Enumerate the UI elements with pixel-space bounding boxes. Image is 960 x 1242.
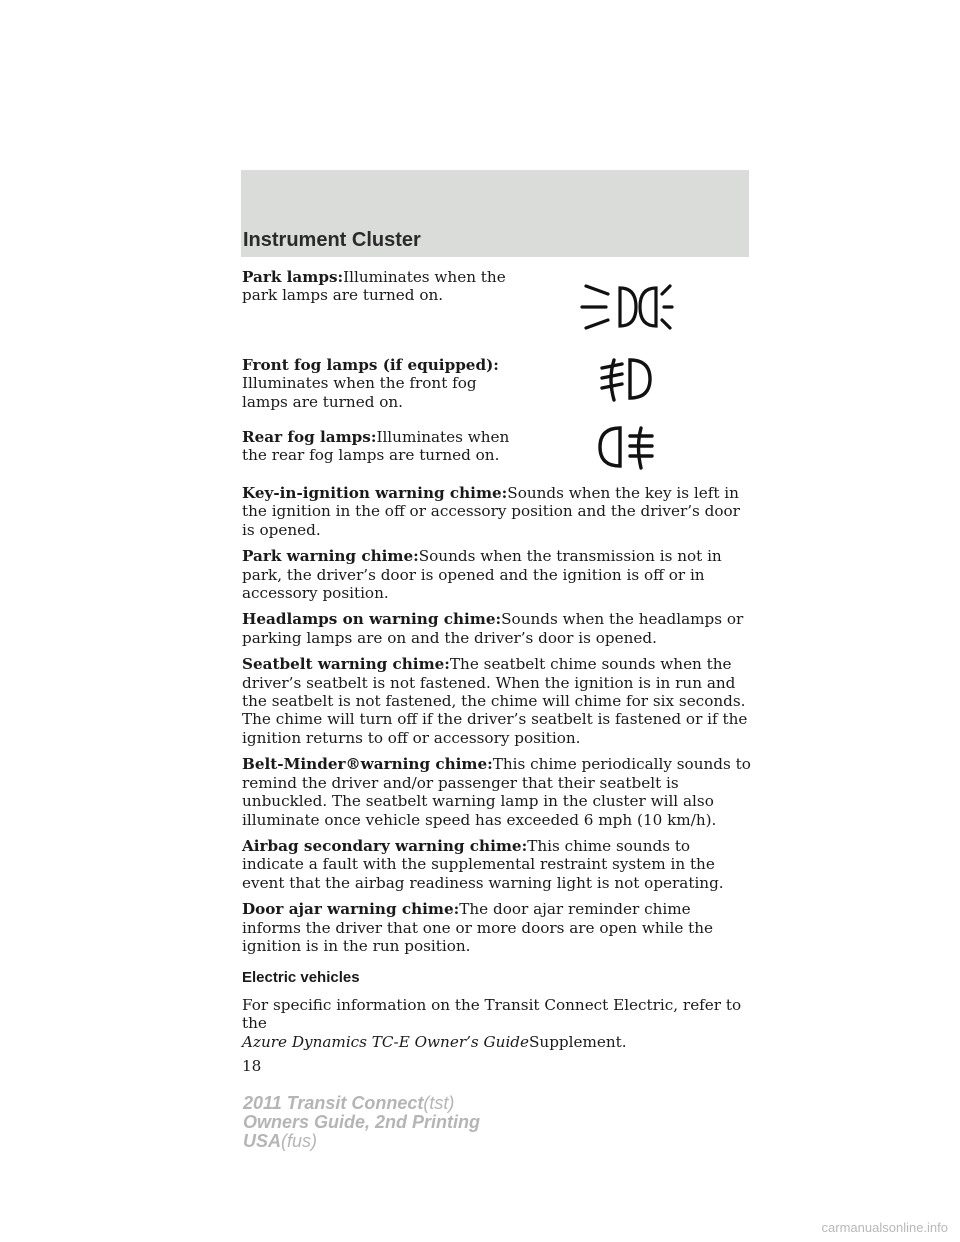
lamp-entry-park [242, 268, 752, 356]
lamp-entry-front-fog [242, 356, 752, 428]
entry-label: Park lamps: [242, 268, 344, 286]
chime-seatbelt: Seatbelt warning chime:The seatbelt chime sounds when the driver’s seatbelt is not fastened. When the ignition is in run and the seatbelt is not fastened, the chime will chime for six seconds. The chime will turn off if the driver’s seatbelt is fastened or if the ignition returns to off or accessory position. [242, 655, 748, 747]
page-number: 18 [242, 1056, 262, 1075]
watermark: carmanualsonline.info [821, 1220, 948, 1235]
chime-airbag-secondary: Airbag secondary warning chime:This chime sounds to indicate a fault with the supplemental restraint system in the event that the airbag readiness warning light is not operating. [242, 836, 724, 892]
entry-text: Illuminates when the park lamps are turned on. [242, 268, 506, 305]
park-lamps-icon [578, 278, 674, 336]
entry-text: Illuminates when the front fog lamps are turned on. [242, 374, 477, 411]
front-fog-lamps-icon [594, 354, 658, 406]
electric-vehicles-text: For specific information on the Transit Connect Electric, refer to the Azure Dynamics TC-E Owner’s GuideSupplement. [242, 995, 742, 1051]
lamp-entry-rear-fog [242, 428, 752, 484]
entry-label: Rear fog lamps: [242, 428, 377, 446]
chime-park-warning: Park warning chime:Sounds when the transmission is not in park, the driver’s door is opened and the ignition is off or in accessory position. [242, 547, 722, 603]
chime-key-in-ignition: Key-in-ignition warning chime:Sounds when the key is left in the ignition in the off or accessory position and the driver’s door is opened. [242, 484, 740, 539]
chime-door-ajar: Door ajar warning chime:The door ajar reminder chime informs the driver that one or more doors are open while the ignition is in the run position. [242, 900, 714, 955]
chime-headlamps-on: Headlamps on warning chime:Sounds when the headlamps or parking lamps are on and the driver’s door is opened. [242, 610, 744, 647]
page-content [242, 268, 752, 1075]
entry-text: Illuminates when the rear fog lamps are turned on. [242, 428, 510, 465]
rear-fog-lamps-icon [594, 422, 660, 474]
chime-belt-minder: Belt-Minder®warning chime:This chime periodically sounds to remind the driver and/or passenger that their seatbelt is unbuckled. The seatbelt warning lamp in the cluster will also illuminate once vehicle speed has exceeded 6 mph (10 km/h). [242, 755, 751, 829]
entry-label: Front fog lamps (if equipped): [242, 356, 499, 374]
section-heading-electric-vehicles: Electric vehicles [242, 969, 360, 987]
page-title: Instrument Cluster [243, 229, 421, 251]
guide-title: Azure Dynamics TC-E Owner’s Guide [242, 1032, 530, 1051]
print-footer: 2011 Transit Connect(tst) Owners Guide, 2nd Printing USA(fus) [243, 1093, 481, 1151]
